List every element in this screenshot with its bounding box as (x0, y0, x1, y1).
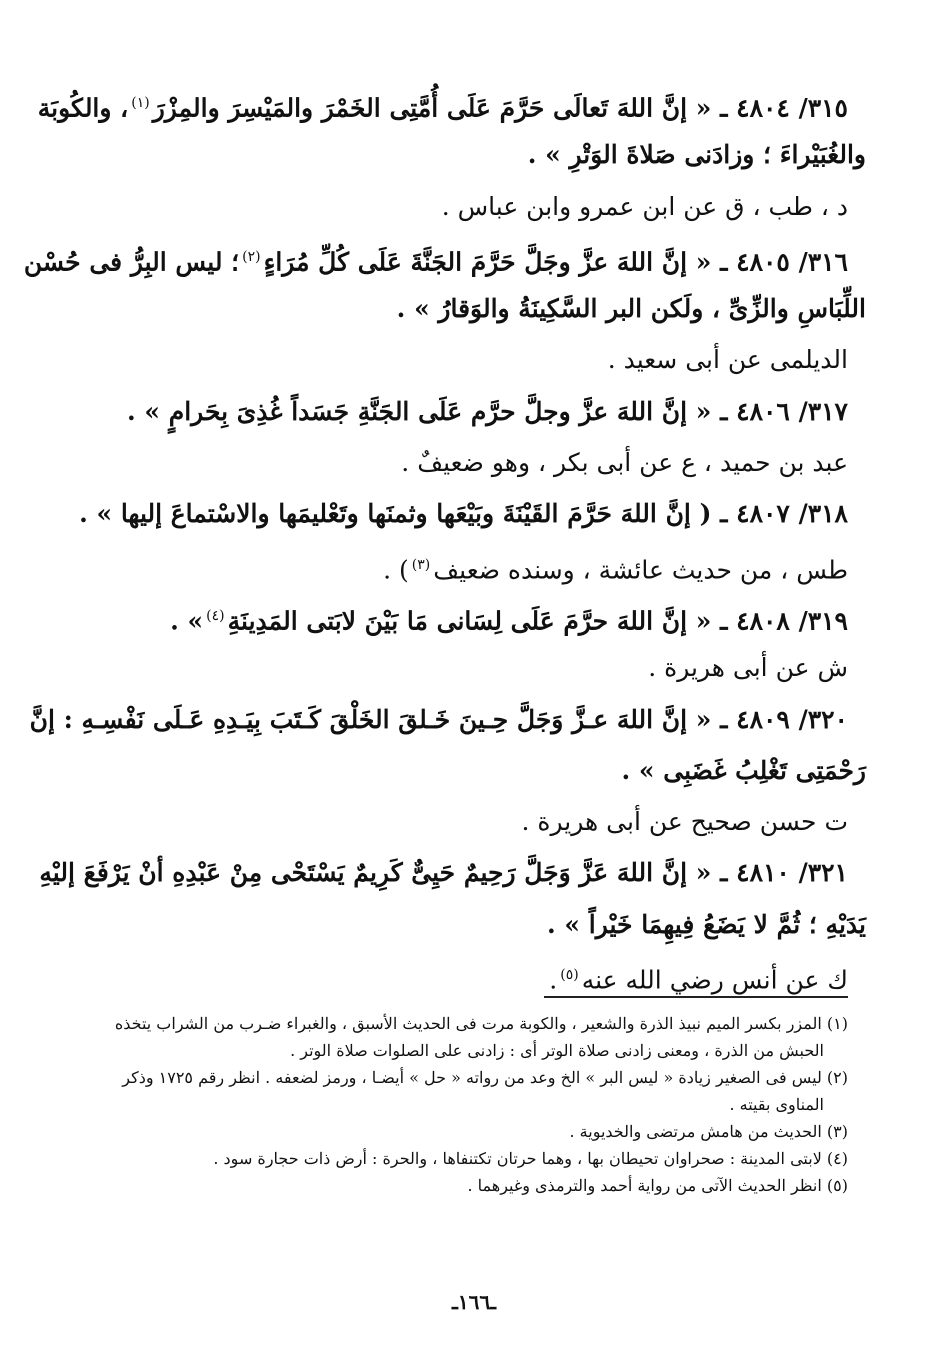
source-line: ش عن أبى هريرة . (648, 653, 848, 683)
footnote-ref: (٢) (242, 248, 261, 265)
source-line: الديلمى عن أبى سعيد . (607, 345, 848, 375)
footnotes-block (78, 1010, 848, 1199)
footnote: (٤) لابتى المدينة : صحراوان تحيطان بها ، وهما حرتان تكتنفاها ، والحرة : أرض ذات حجارة سود . (213, 1149, 848, 1168)
hadith-text-block (23, 78, 866, 1001)
text-line: ٣١٧/ ٤٨٠٦ ـ « إنَّ اللهَ عزَّ وجلَّ حرَّم عَلَى الجَنَّةِ جَسَداً غُذِىَ بِحَرامٍ » . (126, 396, 848, 426)
footnote: (٥) انظر الحديث الآتى من رواية أحمد والترمذى وغيرهما . (467, 1176, 848, 1195)
text-line: ٣١٦/ ٤٨٠٥ ـ « إنَّ اللهَ عزَّ وجَلَّ حَرَّمَ الجَنَّةَ عَلَى كُلِّ مُرَاءٍ$^{(٢)}$؛ ليس البِرُّ فى حُسْن (23, 247, 848, 277)
text-line: والغُبَيْراءَ ؛ وزادَنى صَلاةَ الوَتْرِ » . (527, 140, 866, 170)
footnote: (٣) الحديث من هامش مرتضى والخديوية . (569, 1122, 848, 1141)
text-line: ٣٢٠/ ٤٨٠٩ ـ « إنَّ اللهَ عـزَّ وَجَلَّ حِـينَ خَـلقَ الخَلْقَ كَـتَبَ بِيَـدِهِ عَـلَى نَفْسِـهِ : إنَّ (29, 704, 848, 734)
footnote-ref: (٥) (560, 967, 579, 984)
page-number: ـ١٦٦ـ (452, 1290, 496, 1314)
source-line: ك عن أنس رضي الله عنه$^{(٥)}$. (549, 965, 848, 995)
source-line: عبد بن حميد ، ع عن أبى بكر ، وهو ضعيفٌ . (401, 448, 848, 478)
source-line: ت حسن صحيح عن أبى هريرة . (521, 807, 848, 837)
text-line: يَدَيْهِ ؛ ثُمَّ لا يَضَعُ فِيهِمَا خَيْراً » . (547, 909, 866, 939)
text-line: ٣١٥/ ٤٨٠٤ ـ « إنَّ اللهَ تَعالَى حَرَّمَ عَلَى أُمَّتِى الخَمْرَ والمَيْسِرَ والمِزْرَ$^{(١)}$، والكُوبَة (37, 93, 848, 123)
footnote-ref: (٣) (411, 556, 431, 573)
text-line: ٣٢١/ ٤٨١٠ ـ « إنَّ اللهَ عَزَّ وَجَلَّ رَحِيمٌ حَيِىٌّ كَرِيمٌ يَسْتَحْى مِنْ عَبْدِهِ أنْ يَرْفَعَ إليْهِ (39, 858, 848, 888)
footnote-separator (544, 996, 848, 998)
text-line: ٣١٩/ ٤٨٠٨ ـ « إنَّ اللهَ حرَّمَ عَلَى لِسَانى مَا بَيْنَ لابَتى المَدِينَةِ$^{(٤)}$» . (170, 606, 848, 636)
footnote: (٢) ليس فى الصغير زيادة « ليس البر » الخ وعد من رواته « حل » أيضـا ، ورمز لضعفه . انظر رقم ١٧٢٥ وذكر (122, 1068, 848, 1087)
text-line: ٣١٨/ ٤٨٠٧ ـ ( إنَّ اللهَ حَرَّمَ القَيْنَةَ وبَيْعَها وثمنَها وتَعْليمَها والاسْتماعَ إليها » . (79, 499, 848, 529)
footnote-ref: (١) (131, 95, 150, 111)
source-line: طس ، من حديث عائشة ، وسنده ضعيف$^{(٣)}$) . (383, 555, 848, 584)
text-line: اللِّبَاسِ والزِّىِّ ، ولَكن البر السَّكِينَةُ والوَقارُ » . (396, 294, 866, 324)
footnote: (١) المزر بكسر الميم نبيذ الذرة والشعير ، والكوبة مرت فى الحديث الأسبق ، والغبراء ضـرب من الشراب يتخذه (114, 1014, 848, 1033)
footnote: الحبش من الذرة ، ومعنى زادنى صلاة الوتر أى : زادنى على الصلوات صلاة الوتر . (290, 1041, 824, 1060)
footnote-ref: (٤) (206, 607, 225, 624)
text-line: رَحْمَتِى تَغْلِبُ غَضَبِى » . (621, 755, 866, 785)
footnote: المناوى بقيته . (729, 1095, 824, 1114)
source-line: د ، طب ، ق عن ابن عمرو وابن عباس . (441, 191, 848, 221)
